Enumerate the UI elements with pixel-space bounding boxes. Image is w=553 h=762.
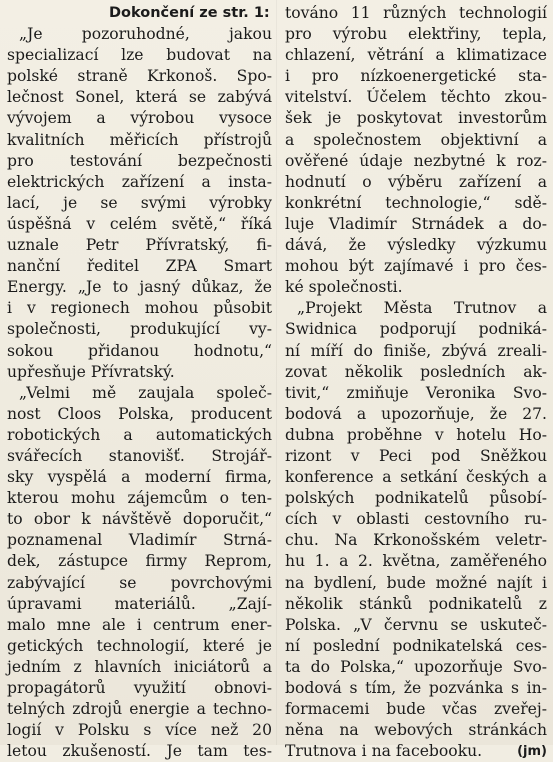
text-line: i pro nízkoenergetické sta-: [285, 67, 547, 86]
text-line: letou zkušeností. Je tam tes-: [7, 742, 272, 761]
text-line: bodová s tím, že pozvánka s in-: [285, 679, 547, 697]
text-line: dává, že výsledky výzkumu: [285, 236, 547, 255]
text-line: na bydlení, bude možné najít i: [285, 573, 547, 592]
text-line: sokou přidanou hodnotu,“: [7, 341, 272, 360]
text-line: kvalitních měřicích přístrojů: [7, 130, 272, 149]
text-line: vývojem a výrobou vysoce: [7, 109, 272, 128]
text-line: robotických a automatických: [7, 425, 272, 444]
text-line: ní poslední podnikatelská ces-: [285, 636, 547, 655]
text-line: „Je pozoruhodné, jakou: [19, 25, 272, 44]
text-line: vitelství. Účelem těchto zkou-: [285, 88, 547, 107]
column-gutter: [276, 0, 277, 745]
text-line: malo mne ale i centrum ener-: [7, 615, 272, 634]
text-line: „Velmi mě zaujala společ-: [19, 383, 272, 402]
text-line: tivit,“ zmiňuje Veronika Svo-: [285, 383, 547, 402]
text-line: nanční ředitel ZPA Smart: [7, 257, 272, 276]
text-line: Polska. „V červnu se uskuteč-: [285, 615, 547, 634]
text-line: ověřené údaje nezbytné k roz-: [285, 151, 547, 170]
text-line: konkrétní technologie,“ sdě-: [285, 193, 547, 212]
text-line: bodová a upozorňuje, že 27.: [285, 404, 547, 423]
text-line: svářecích stanovišť. Strojář-: [7, 446, 272, 465]
text-line: chlazení, větrání a klimatizace: [285, 46, 547, 65]
text-line: lečnost Sonel, která se zabývá: [7, 88, 272, 107]
text-line: mohou být zajímavé i pro čes-: [285, 257, 547, 276]
text-line: formacemi bude včas zveřej-: [285, 700, 547, 719]
text-line: dubna proběhne v hotelu Ho-: [285, 425, 547, 444]
text-line: ké společnosti.: [285, 278, 403, 297]
last-line-with-signature: [285, 741, 547, 762]
text-line: Swidnica podporují podniká-: [285, 320, 547, 339]
text-line: pro výrobu elektřiny, tepla,: [285, 25, 547, 44]
text-line: hodnutí o výběru zařízení a: [285, 172, 547, 191]
text-line: to obor k návštěvě doporučit,“: [7, 510, 272, 529]
text-line: zovat několik posledních ak-: [285, 362, 547, 381]
text-line: i v regionech mohou působit: [7, 299, 272, 318]
text-line: ta do Polska,“ upozorňuje Svo-: [285, 657, 547, 676]
text-line: sky vyspělá a moderní firma,: [7, 468, 272, 487]
text-line: Trutnova i na facebooku.: [285, 742, 483, 761]
text-line: getických technologií, které je: [7, 636, 272, 655]
text-line: telných zdrojů energie a techno-: [7, 700, 272, 719]
text-line: společnosti, produkující vy-: [7, 320, 272, 339]
text-line: lací, je se svými výrobky: [7, 193, 272, 212]
text-line: rizont v Peci pod Sněžkou: [285, 446, 547, 465]
text-line: „Projekt Města Trutnov a: [297, 299, 547, 318]
text-line: hu 1. a 2. května, zaměřeného: [285, 552, 547, 571]
text-line: úspěšná v celém světě,“ říká: [7, 214, 272, 233]
text-line: a společnostem objektivní a: [285, 130, 547, 149]
text-line: poznamenal Vladimír Strná-: [7, 531, 272, 550]
text-line: zabývající se povrchovými: [7, 573, 272, 592]
text-line: kterou mohu zájemcům o ten-: [7, 489, 272, 508]
text-line: Energy. „Je to jasný důkaz, že: [7, 278, 272, 297]
text-line: konference a setkání českých a: [285, 468, 547, 487]
text-line: továno 11 různých technologií: [285, 4, 547, 22]
text-line: cích v oblasti cestovního ru-: [285, 510, 547, 529]
text-line: ní míří do finiše, zbývá zreali-: [285, 341, 547, 360]
left-column: [7, 3, 272, 762]
text-line: logií v Polsku s více než 20: [7, 721, 272, 740]
text-line: jedním z hlavních iniciátorů a: [7, 657, 272, 676]
text-line: pro testování bezpečnosti: [7, 151, 272, 170]
text-line: nost Cloos Polska, producent: [7, 404, 272, 423]
text-line: něna na webových stránkách: [285, 721, 547, 740]
text-line: luje Vladimír Strnádek a do-: [285, 214, 547, 233]
continuation-heading: Dokončení ze str. 1:: [109, 5, 270, 21]
text-line: několik stánků podnikatelů z: [285, 594, 547, 613]
text-line: propagátorů využití obnovi-: [7, 679, 272, 697]
text-line: šek je poskytovat investorům: [285, 109, 547, 128]
text-line: úpravami materiálů. „Zají-: [7, 594, 272, 613]
text-line: polských podnikatelů působí-: [285, 489, 547, 508]
author-signature: (jm): [517, 744, 547, 760]
text-line: chu. Na Krkonošském veletr-: [285, 531, 547, 550]
text-line: upřesňuje Přívratský.: [7, 362, 175, 381]
text-line: dek, zástupce firmy Reprom,: [7, 552, 272, 571]
text-line: elektrických zařízení a insta-: [7, 172, 272, 191]
text-line: polské straně Krkonoš. Spo-: [7, 67, 272, 86]
right-column: [285, 3, 547, 762]
text-line: uznale Petr Přívratský, fi-: [7, 236, 272, 255]
text-line: specializací lze budovat na: [7, 46, 272, 65]
